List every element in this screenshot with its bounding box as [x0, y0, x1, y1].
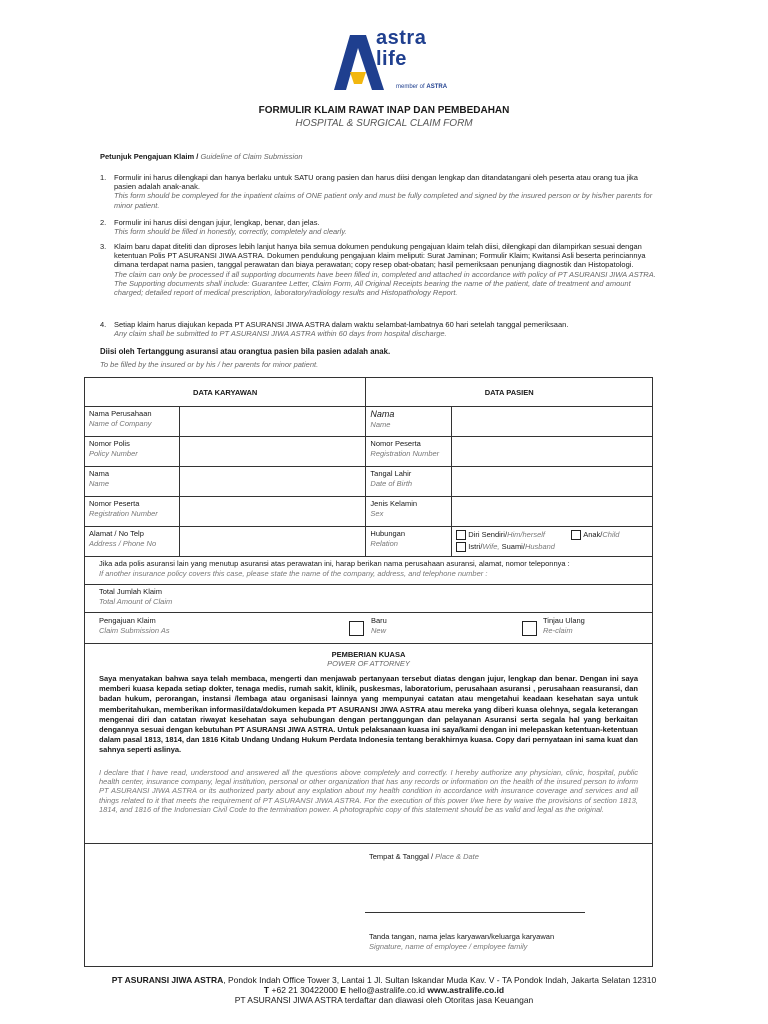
patient-registration-field[interactable]	[452, 437, 653, 467]
table-row	[85, 407, 653, 437]
guideline-heading	[100, 152, 303, 161]
signature-line[interactable]	[365, 912, 585, 913]
item-number: 3.	[100, 242, 107, 251]
patient-registration-label: Nomor Peserta Registration Number	[366, 437, 452, 467]
guideline-item-1	[100, 173, 656, 210]
guideline-item-2	[100, 218, 656, 236]
table-row	[85, 613, 653, 644]
item-number: 4.	[100, 320, 107, 329]
guideline-heading-id: Petunjuk Pengajuan Klaim /	[100, 152, 201, 161]
footer-website[interactable]: www.astralife.co.id	[427, 985, 505, 995]
signature-section	[85, 844, 653, 967]
company-name-label: Nama Perusahaan Name of Company	[85, 407, 180, 437]
place-date-label: Tempat & Tanggal / Place & Date	[369, 852, 479, 861]
item-text-en: The claim can only be processed if all supporting documents have been filled in, completed and attached in accordance with policy of PT ASURANSI JIWA ASTRA. The Supporting documents shall include: Guarantee Letter, Claim Form, All Original Receipts bearing the name of the patient, date of treatment and amount charged; detailed report of medical prescription, laboratory/radiology results and Histopathology Report.	[114, 269, 656, 298]
address-phone-label: Alamat / No Telp Address / Phone No	[85, 527, 180, 557]
logo-word-astra: astra	[376, 27, 427, 49]
footer	[0, 975, 768, 1005]
relation-spouse-option[interactable]: Istri/Wife, Suami/Husband	[456, 542, 555, 551]
employee-registration-label: Nomor Peserta Registration Number	[85, 497, 180, 527]
signature-label: Tanda tangan, nama jelas karyawan/keluarga karyawan Signature, name of employee / employee family	[369, 932, 555, 951]
relation-child-checkbox[interactable]	[571, 530, 581, 540]
logo-word-life: life	[376, 48, 407, 70]
filled-by-note: Diisi oleh Tertanggung asuransi atau orangtua pasien bila pasien adalah anak.	[100, 347, 391, 356]
table-row	[85, 644, 653, 844]
footer-email-label: E	[340, 985, 346, 995]
new-claim-label: Baru New	[371, 616, 387, 635]
footer-phone: +62 21 30422000	[271, 985, 338, 995]
item-text: Formulir ini harus diisi dengan jujur, lengkap, benar, dan jelas.	[114, 218, 320, 227]
employee-data-header: DATA KARYAWAN	[85, 378, 366, 407]
power-of-attorney-text-en: I declare that I have read, understood and answered all the questions above completely and correctly. I hereby authorize any physician, clinic, hospital, public health center, insurance company, legal institution, personal or other organization that has any records or information on the health of the insured person to inform PT ASURANSI JIWA ASTRA or its authorized party about any explation about my health condition in accordance with insurance coverage and services and all things related to it that meets the requirement of PT ASURANSI JIWA ASTRA. For the execution of this power I/we here by waive the provisions of section 1813, 1814, and 1816 of the Indonesian Civil Code to the termination power. A photographic copy of this statement should be as valid and legal as the original.	[99, 767, 638, 815]
relation-self-checkbox[interactable]	[456, 530, 466, 540]
footer-email[interactable]: hello@astralife.co.id	[348, 985, 426, 995]
power-of-attorney-section	[85, 644, 653, 844]
patient-name-field[interactable]	[452, 407, 653, 437]
power-of-attorney-title-en: POWER OF ATTORNEY	[327, 659, 410, 668]
policy-number-field[interactable]	[179, 437, 366, 467]
member-prefix: member of	[396, 84, 425, 90]
sex-label: Jenis Kelamin Sex	[366, 497, 452, 527]
item-text: Setiap klaim harus diajukan kepada PT ASURANSI JIWA ASTRA dalam waktu selambat-lambatnya 60 hari setelah tanggal pemeriksaan.	[114, 320, 569, 329]
footer-ojk-note: PT ASURANSI JIWA ASTRA terdaftar dan diawasi oleh Otoritas jasa Keuangan	[234, 995, 534, 1005]
member-brand: ASTRA	[426, 84, 448, 90]
item-text-en: This form should be filled in honestly, correctly, completely and clearly.	[114, 227, 347, 237]
date-of-birth-field[interactable]	[452, 467, 653, 497]
power-of-attorney-title: PEMBERIAN KUASA	[331, 650, 406, 659]
patient-data-header: DATA PASIEN	[366, 378, 653, 407]
new-claim-checkbox[interactable]	[349, 621, 364, 636]
address-phone-field[interactable]	[179, 527, 366, 557]
relation-child-option[interactable]: Anak/Child	[571, 530, 619, 539]
table-row	[85, 844, 653, 967]
table-row	[85, 437, 653, 467]
relation-options	[452, 527, 653, 557]
item-text: Formulir ini harus dilengkapi dan hanya berlaku untuk SATU orang pasien dan harus diisi dengan lengkap dan ditandatangani oleh peserta atau orang tua jika pasien adalah anak-anak.	[114, 173, 638, 192]
guideline-item-4	[100, 320, 656, 338]
patient-name-label: Nama Name	[366, 407, 452, 437]
table-row	[85, 497, 653, 527]
item-text: Klaim baru dapat diteliti dan diproses lebih lanjut hanya bila semua dokumen pendukung pengajuan klaim telah diisi, dilengkapi dan dilampirkan sesuai dengan ketentuan Polis PT ASURANSI JIWA ASTRA. Dokumen pendukung pengajuan klaim meliputi: Surat Jaminan; Formulir Klaim; Kwitansi Asli beserta perinciannya dimana terdapat nama pasien, tanggal perawatan dan biaya perawatan; copy resep obat-obatan; hasil pemeriksaan penunjang diagnostik dan Histopatologi.	[114, 242, 646, 270]
claim-submission-label: Pengajuan Klaim Claim Submission As	[99, 616, 170, 635]
sex-field[interactable]	[452, 497, 653, 527]
employee-registration-field[interactable]	[179, 497, 366, 527]
relation-label: Hubungan Relation	[366, 527, 452, 557]
guideline-item-3	[100, 242, 656, 297]
item-text-en: Any claim shall be submitted to PT ASURANSI JIWA ASTRA within 60 days from hospital discharge.	[114, 329, 447, 339]
power-of-attorney-text: Saya menyatakan bahwa saya telah membaca, mengerti dan menjawab pertanyaan tersebut diatas dengan jujur, lengkap dan benar. Dengan ini saya memberi kuasa kepada setiap dokter, tenaga medis, rumah sakit, klinik, puskesmas, laboratorium, perusahaan asuransi , perusahaan reasuransi, dan badan hukum, perorangan, instansi /lembaga atau organisasi lainnya yang mempunyai catatan atau mengetahui keadaan kesehatan saya untuk memberitahukan, memberikan informasi/data/dokumen kepada PT ASURANSI JIWA ASTRA atau mereka yang diberi kuasa olehnya, segala keterangan mengenai diri dan catatan riwayat kesehatan saya sehubungan dengan pertanggungan dan pelayanan Asuransi serta segala hal yang berkaitan dengannya sesuai dengan kebutuhan PT ASURANSI JIWA ASTRA. Untuk pelaksanaan kuasa ini saya/kami dengan ini melepaskan ketentuan-ketentuan dalam pasal 1813, 1814, dan 1816 Kitab Undang Undang Hukum Perdata Indonesia tentang berakhirnya kuasa. Copy dari pernyataan ini sama kuat dan sahnya seperti aslinya.	[99, 674, 638, 755]
table-row	[85, 557, 653, 585]
other-insurance-field[interactable]: Jika ada polis asuransi lain yang menutup asuransi atas perawatan ini, harap berikan nama perusahaan asuransi, alamat, nomor teleponnya : If another insurance policy covers this case, please state the name of the company, address, and telephone number :	[85, 557, 653, 585]
relation-spouse-checkbox[interactable]	[456, 542, 466, 552]
footer-address: , Pondok Indah Office Tower 3, Lantai 1 Jl. Sultan Iskandar Muda Kav. V - TA Pondok Indah, Jakarta Selatan 12310	[223, 975, 657, 985]
member-of-astra	[396, 84, 447, 90]
total-claim-field[interactable]: Total Jumlah Klaim Total Amount of Claim	[85, 585, 653, 613]
company-name-field[interactable]	[179, 407, 366, 437]
table-row	[85, 585, 653, 613]
reclaim-label: Tinjau Ulang Re-claim	[543, 616, 585, 635]
footer-company: PT ASURANSI JIWA ASTRA	[111, 975, 224, 985]
form-title-english: HOSPITAL & SURGICAL CLAIM FORM	[295, 118, 473, 129]
policy-number-label: Nomor Polis Policy Number	[85, 437, 180, 467]
employee-name-field[interactable]	[179, 467, 366, 497]
claim-data-table	[84, 377, 653, 967]
form-title: FORMULIR KLAIM RAWAT INAP DAN PEMBEDAHAN	[258, 105, 510, 116]
item-number: 1.	[100, 173, 107, 182]
table-row	[85, 467, 653, 497]
employee-name-label: Nama Name	[85, 467, 180, 497]
logo-wordmark	[376, 28, 426, 70]
table-row	[85, 527, 653, 557]
date-of-birth-label: Tangal Lahir Date of Birth	[366, 467, 452, 497]
filled-by-note-en: To be filled by the insured or by his / her parents for minor patient.	[100, 360, 319, 369]
item-text-en: This form should be compleyed for the inpatient claims of ONE patient only and must be fully completed and signed by the insured person or by his/her parents for minor patient.	[114, 191, 653, 210]
reclaim-checkbox[interactable]	[522, 621, 537, 636]
guideline-heading-en: Guideline of Claim Submission	[200, 152, 303, 161]
footer-phone-label: T	[263, 985, 270, 995]
item-number: 2.	[100, 218, 107, 227]
relation-self-option[interactable]: Diri Sendiri/Him/herself	[456, 530, 545, 539]
